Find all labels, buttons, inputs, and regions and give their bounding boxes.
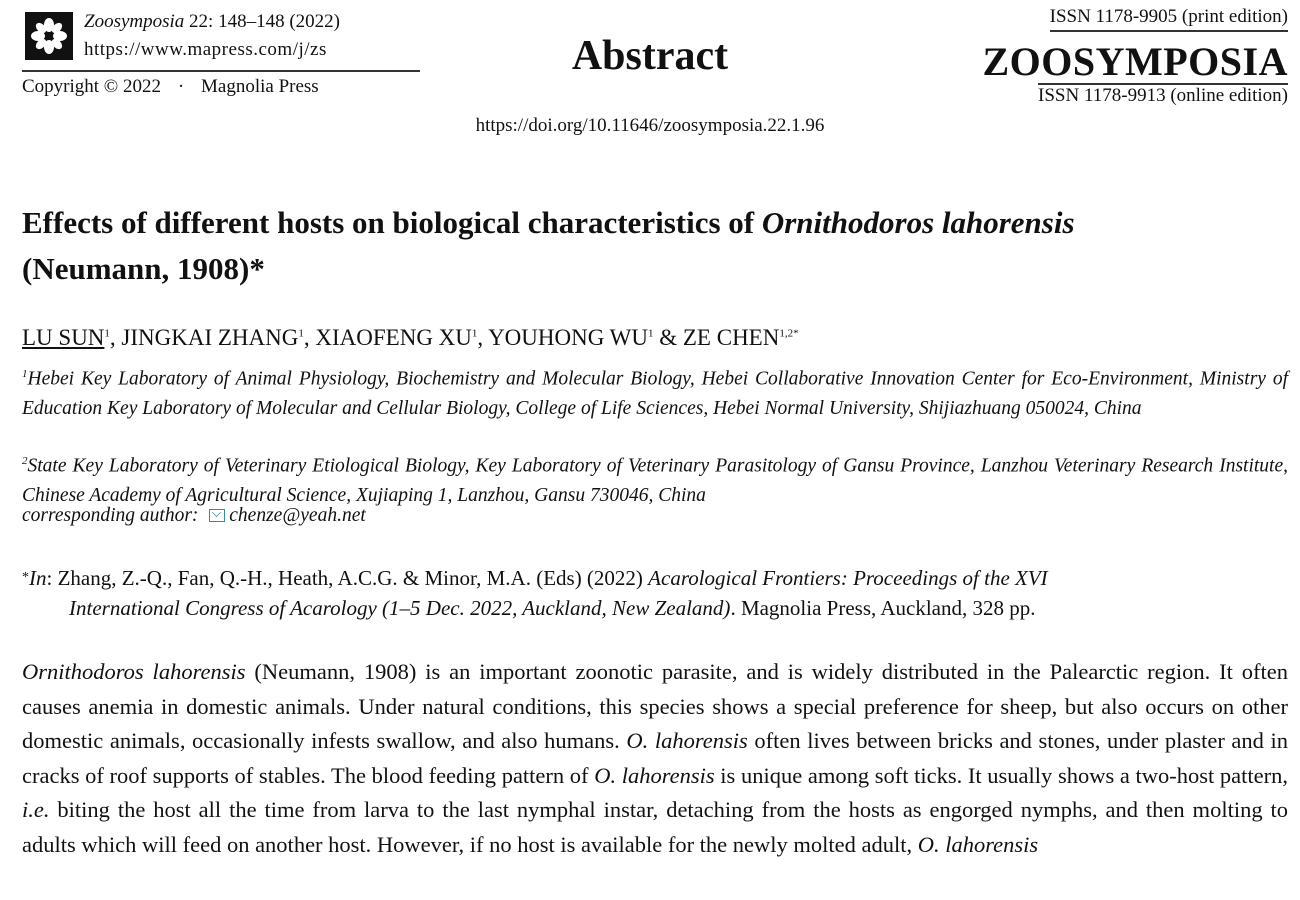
affiliation-2 — [22, 447, 1288, 510]
issn-print: ISSN 1178-9905 (print edition) — [1050, 6, 1288, 32]
author-affil-sup: 1 — [647, 327, 654, 340]
corr-label: corresponding author: — [22, 505, 204, 526]
corr-email[interactable]: chenze@yeah.net — [229, 505, 366, 526]
author-name: YOUHONG WU — [488, 325, 648, 350]
corresponding-author — [22, 505, 366, 527]
author-affil-sup: 1 — [298, 327, 304, 340]
issn-online: ISSN 1178-9913 (online edition) — [1038, 85, 1288, 106]
citation-publisher: . Magnolia Press, Auckland, 328 pp. — [730, 596, 1036, 620]
abstract-body — [22, 655, 1288, 862]
article-title — [22, 200, 1288, 292]
citation-line-2 — [22, 593, 1288, 623]
journal-url[interactable]: https://www.mapress.com/j/zs — [84, 39, 327, 60]
abbrev-ie: i.e. — [22, 797, 50, 822]
volume-pages: 22: 148–148 (2022) — [184, 11, 340, 32]
copyright: Copyright © 2022 — [22, 76, 161, 97]
affiliation-text: State Key Laboratory of Veterinary Etiological Biology, Key Laboratory of Veterinary Parasitology of Gansu Province, Lanzhou Veterinary Research Institute, Chinese Academy of Agricultural Science, Xujiaping 1, Lanzhou, Gansu 730046, China — [22, 455, 1288, 506]
body-text: (Neumann, 1908) is an important zoonotic parasite, and is widely distributed in the Palearctic region. It often causes anemia in domestic animals. Under natural conditions, this species shows a special preference for sheep, but also occurs on other domestic animals, occasionally infests swallow, and also humans. — [22, 659, 1288, 753]
affiliation-sup: 1 — [22, 368, 28, 380]
species-name: O. lahorensis — [594, 762, 715, 788]
citation-in: In — [29, 566, 47, 590]
author-name: JINGKAI ZHANG — [121, 325, 299, 350]
species-name: Ornithodoros lahorensis — [22, 659, 246, 684]
author-list — [22, 325, 1288, 351]
citation-star: * — [22, 570, 29, 585]
author-name: XIAOFENG XU — [315, 325, 472, 350]
author-affil-sup: 1 — [104, 327, 110, 340]
species-name: O. lahorensis — [917, 831, 1039, 857]
body-text: often lives between bricks and stones, under plaster and in cracks of roof supports of stables. The blood feeding pattern of — [22, 728, 1289, 788]
journal-name: Zoosymposia — [84, 11, 185, 32]
journal-logo — [25, 12, 73, 60]
publisher: Magnolia Press — [201, 76, 319, 97]
affiliation-1 — [22, 360, 1288, 423]
author-sep: , — [477, 325, 489, 350]
flower-logo-icon — [29, 16, 69, 56]
author-sep: , — [109, 325, 122, 350]
doi-link[interactable]: https://doi.org/10.11646/zoosymposia.22.1.96 — [475, 115, 825, 136]
title-part-1: Effects of different hosts on biological characteristics of — [22, 205, 762, 240]
journal-brand: ZOOSYMPOSIA — [982, 39, 1288, 84]
citation-text: : Zhang, Z.-Q., Fan, Q.-H., Heath, A.C.G. & Minor, M.A. (Eds) (2022) — [46, 566, 649, 590]
proceedings-citation — [22, 563, 1288, 623]
author-affil-sup: 1 — [471, 327, 478, 340]
affiliation-sup: 2 — [22, 455, 28, 467]
author-sep: , — [303, 325, 316, 350]
author-sep: & — [653, 325, 683, 350]
journal-citation — [84, 8, 340, 64]
body-text: biting the host all the time from larva to the last nymphal instar, detaching from the hosts as engorged nymphs, and then molting to adults which will feed on another host. However, if no host is available for the newly molted adult, — [22, 797, 1288, 857]
affiliation-text: Hebei Key Laboratory of Animal Physiology, Biochemistry and Molecular Biology, Hebei Collaborative Innovation Center for Eco-Environment, Ministry of Education Key Laboratory of Molecular and Cellular Biology, College of Life Sciences, Hebei Normal University, Shijiazhuang 050024, China — [22, 368, 1288, 419]
book-title: Acarological Frontiers: Proceedings of the XVI — [648, 566, 1048, 590]
body-text: is unique among soft ticks. It usually shows a two-host pattern, — [714, 762, 1288, 788]
separator-dot: · — [177, 76, 185, 97]
author-affil-sup: 1,2* — [779, 327, 799, 340]
title-species: Ornithodoros lahorensis — [761, 205, 1075, 240]
species-name: O. lahorensis — [626, 728, 748, 753]
author-name[interactable]: LU SUN — [22, 325, 105, 350]
copyright-line — [22, 76, 319, 98]
email-icon — [209, 509, 225, 522]
section-label: Abstract — [571, 33, 729, 79]
header-rule — [22, 70, 420, 72]
author-name: ZE CHEN — [682, 325, 780, 350]
title-part-2: (Neumann, 1908)* — [22, 251, 265, 286]
book-title-cont: International Congress of Acarology (1–5 Dec. 2022, Auckland, New Zealand) — [69, 596, 731, 620]
